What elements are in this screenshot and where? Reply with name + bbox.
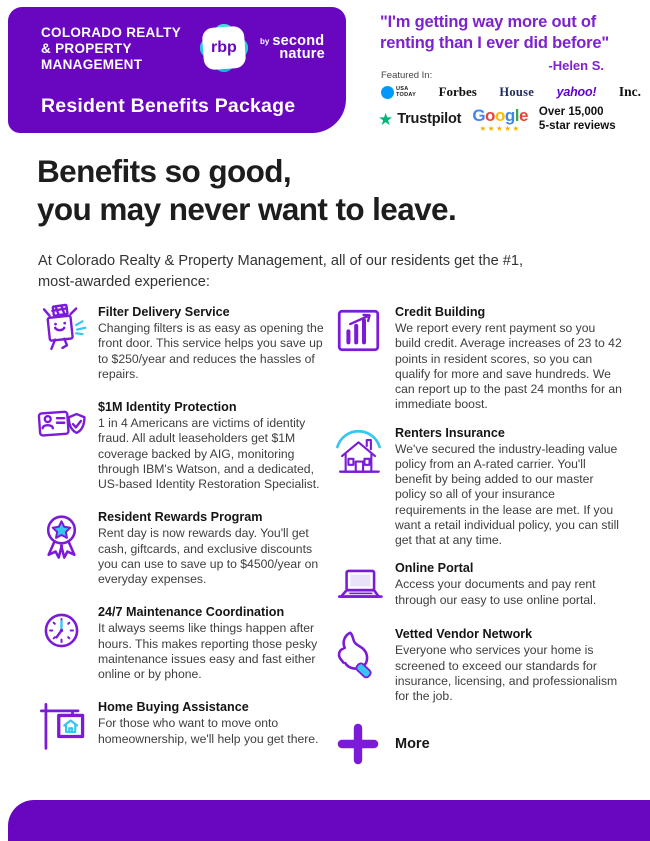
- benefit-title: Home Buying Assistance: [98, 700, 249, 715]
- usa-today-logo: [381, 86, 416, 99]
- testimonial-attribution: -Helen S.: [548, 57, 604, 73]
- google-reviews-badge: [472, 107, 528, 133]
- benefit-online-portal: [331, 559, 623, 614]
- home-sign-icon: [34, 698, 89, 753]
- trustpilot-label: Trustpilot: [397, 111, 462, 128]
- benefit-body: 1 in 4 Americans are victims of identity fraud. All adult leaseholders get $1M coverage backed by AIG, monitoring through IBM's Watson, and a dedicated, US-based Identity Restoration Specialist.: [98, 416, 320, 491]
- benefit-home-buying: [34, 698, 328, 753]
- benefit-title: Renters Insurance: [395, 425, 505, 440]
- by-label: by: [260, 37, 270, 46]
- benefit-renters-insurance: [331, 424, 623, 549]
- yahoo-logo: yahoo!: [556, 85, 597, 99]
- id-shield-icon: [34, 398, 89, 453]
- usa-today-text-2: TODAY: [396, 92, 417, 98]
- usa-today-text-1: USA: [396, 85, 409, 92]
- benefit-body: Access your documents and pay rent through our easy to use online portal.: [395, 577, 597, 607]
- benefit-body: We report every rent payment so you build credit. Average increases of 23 to 42 points in resident scores, so you can qualify for more and save hundreds. We can report up to the past 24 months for an immediate boost.: [395, 321, 622, 412]
- benefit-rewards-program: [34, 508, 328, 587]
- review-summary-line-2: 5-star reviews: [538, 120, 616, 133]
- google-stars-icon: ★★★★★: [479, 123, 521, 133]
- company-name: [41, 25, 181, 73]
- house-rainbow-icon: [331, 424, 386, 479]
- rbp-badge: [202, 26, 247, 71]
- header-card: [8, 7, 346, 133]
- review-summary: [539, 105, 616, 134]
- second-nature-line-2: nature: [279, 45, 325, 62]
- headline-line-2: you may never want to leave.: [37, 191, 457, 228]
- benefit-identity-protection: [34, 398, 328, 492]
- award-ribbon-icon: [34, 508, 89, 563]
- benefit-title: Vetted Vendor Network: [395, 627, 533, 642]
- intro-text: [38, 251, 523, 292]
- benefit-body: Changing filters is as easy as opening the front door. This service helps you save up to $250/year and reduces the hassles of repairs.: [98, 321, 324, 381]
- testimonial-block: [380, 12, 644, 73]
- usa-today-circle-icon: [381, 86, 394, 99]
- benefit-body: For those who want to move onto homeownership, we'll help you get there.: [98, 716, 319, 746]
- rbp-logo-text: rbp: [211, 39, 237, 56]
- filter-box-icon: [34, 303, 89, 358]
- benefit-title: Filter Delivery Service: [98, 305, 230, 319]
- benefit-body: Rent day is now rewards day. You'll get cash, giftcards, and exclusive discounts you can use to save up to $4500/year on everyday expenses.: [98, 526, 319, 586]
- google-letter: e: [518, 105, 528, 125]
- google-letter: o: [485, 105, 495, 125]
- more-row: [331, 723, 623, 765]
- package-title: Resident Benefits Package: [41, 95, 296, 117]
- featured-logos-row: [381, 81, 641, 103]
- benefit-body: We've secured the industry-leading value policy from an A-rated carrier. You'll benefit by being added to our master policy so all of your insurance requirements in the lease are met. If you want a retail individual policy, you can still get that at any time.: [395, 441, 619, 547]
- footer-bar: [8, 800, 650, 841]
- bar-chart-icon: [331, 303, 386, 358]
- more-label: More: [395, 736, 430, 753]
- benefit-title: $1M Identity Protection: [98, 400, 237, 414]
- benefit-title: 24/7 Maintenance Coordination: [98, 605, 285, 620]
- plus-icon: [337, 723, 379, 765]
- intro-line-1: At Colorado Realty & Property Management, all of our residents get the #1,: [38, 253, 524, 269]
- benefit-body: Everyone who services your home is screened to exceed our standards for insurance, licensing, and professionalism for the job.: [395, 643, 618, 703]
- laptop-icon: [331, 559, 386, 614]
- testimonial-quote: "I'm getting way more out of renting than I ever did before": [380, 13, 609, 53]
- benefit-filter-delivery: [34, 303, 328, 382]
- review-summary-line-1: Over 15,000: [538, 106, 604, 118]
- google-letter: o: [494, 105, 505, 125]
- featured-in-label: Featured In:: [381, 70, 433, 81]
- reviews-row: [378, 105, 644, 134]
- house-beautiful-logo: House: [499, 84, 535, 99]
- company-line-2: & PROPERTY: [41, 40, 132, 56]
- trustpilot-star-icon: ★: [378, 109, 394, 129]
- inc-logo: Inc.: [618, 84, 641, 99]
- clock-icon: [34, 603, 89, 658]
- company-line-1: COLORADO REALTY: [41, 25, 181, 40]
- thumbs-up-icon: [331, 625, 386, 680]
- google-letter: G: [472, 105, 486, 125]
- benefits-column-right: [331, 303, 623, 765]
- google-letter: l: [514, 105, 519, 125]
- benefit-title: Resident Rewards Program: [98, 510, 263, 525]
- google-letter: g: [504, 105, 515, 125]
- rbp-logo: [194, 18, 254, 78]
- intro-line-2: most-awarded experience:: [38, 273, 210, 290]
- page-headline: [37, 152, 456, 229]
- google-logo: [472, 107, 528, 124]
- benefit-vendor-network: [331, 625, 623, 704]
- second-nature-line-1: second: [272, 33, 325, 49]
- benefit-title: Credit Building: [395, 305, 486, 319]
- forbes-logo: Forbes: [438, 84, 477, 99]
- headline-line-1: Benefits so good,: [37, 153, 292, 189]
- company-line-3: MANAGEMENT: [41, 56, 143, 72]
- second-nature-logo: [260, 35, 325, 61]
- benefit-body: It always seems like things happen after hours. This makes reporting those pesky maintenance issues easy and fast either online or by phone.: [98, 621, 318, 681]
- benefit-title: Online Portal: [395, 561, 474, 576]
- benefit-maintenance: [34, 603, 328, 682]
- benefit-credit-building: [331, 303, 623, 413]
- trustpilot-badge: [378, 111, 461, 128]
- benefits-column-left: [34, 303, 328, 753]
